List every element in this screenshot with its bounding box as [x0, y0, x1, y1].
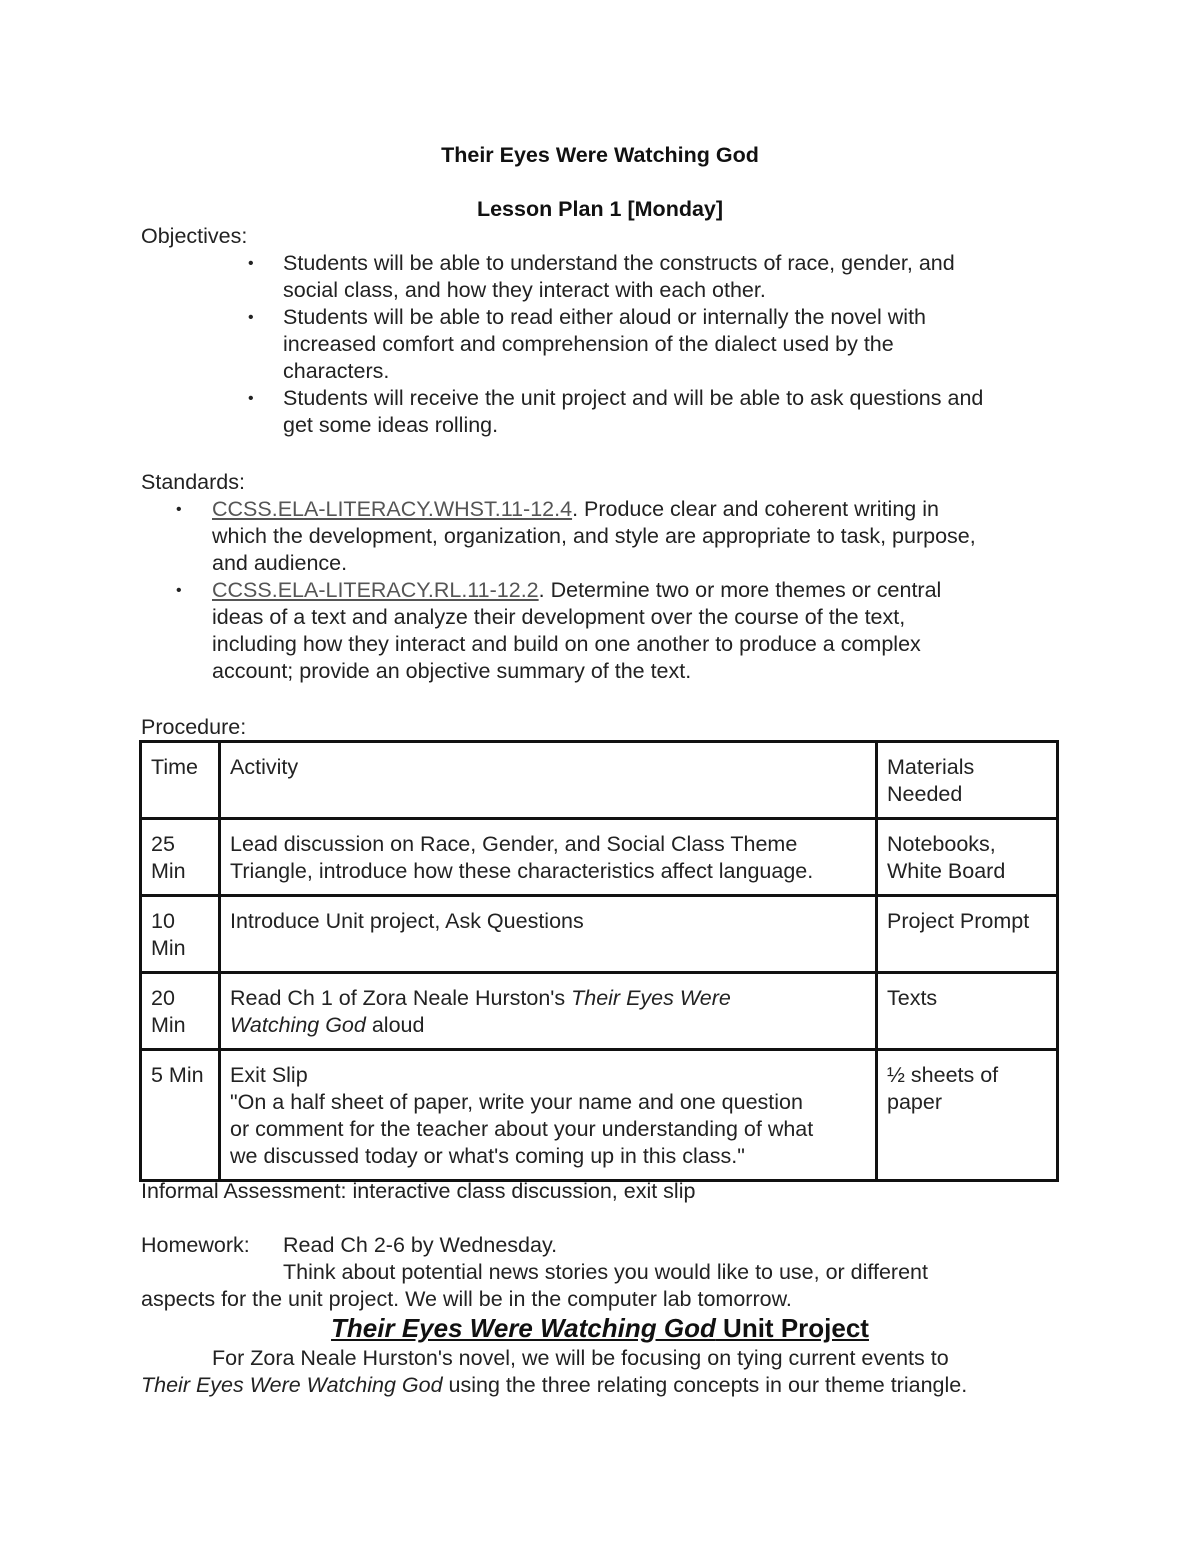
- bullet-icon: •: [176, 582, 182, 599]
- cell-materials: Notebooks, White Board: [877, 819, 1058, 896]
- list-item: • CCSS.ELA-LITERACY.WHST.11-12.4. Produce clear and coherent writing in which the development, organization, and style are appropriate to task, purpose, and audience.: [176, 497, 976, 575]
- document-title: Their Eyes Were Watching God: [441, 143, 759, 167]
- standard-link-rl[interactable]: CCSS.ELA-LITERACY.RL.11-12.2: [212, 578, 539, 602]
- cell-materials: ½ sheets of paper: [877, 1050, 1058, 1181]
- header-time: Time: [141, 742, 220, 819]
- header-activity: Activity: [220, 742, 877, 819]
- list-item: • CCSS.ELA-LITERACY.RL.11-12.2. Determine two or more themes or central ideas of a text and analyze their development over the course of the text, including how they interact and build on one another to produce a complex account; provide an objective summary of the text.: [176, 578, 942, 683]
- cell-time: 20 Min: [141, 973, 220, 1050]
- bullet-icon: •: [248, 255, 254, 272]
- cell-materials: Texts: [877, 973, 1058, 1050]
- cell-activity: Introduce Unit project, Ask Questions: [220, 896, 877, 973]
- procedure-table: [139, 740, 1059, 1182]
- list-item: • Students will be able to read either aloud or internally the novel with increased comfort and comprehension of the dialect used by the characters.: [248, 305, 926, 383]
- list-item: • Students will receive the unit project and will be able to ask questions and get some ideas rolling.: [248, 386, 984, 437]
- lesson-subtitle: Lesson Plan 1 [Monday]: [476, 197, 724, 221]
- homework-section: Homework: Read Ch 2-6 by Wednesday. Think about potential news stories you would like to use, or different aspects for the unit project. We will be in the computer lab tomorrow.: [141, 1233, 928, 1311]
- cell-activity: Lead discussion on Race, Gender, and Social Class Theme Triangle, introduce how these characteristics affect language.: [220, 819, 877, 896]
- project-description: For Zora Neale Hurston's novel, we will be focusing on tying current events to Their Eyes Were Watching God using the three relating concepts in our theme triangle.: [141, 1346, 968, 1397]
- standards-list: [141, 496, 1059, 685]
- table-row: [141, 1050, 1058, 1181]
- bullet-icon: •: [248, 390, 254, 407]
- bullet-icon: •: [248, 309, 254, 326]
- objectives-list: [141, 250, 1059, 439]
- cell-time: 25 Min: [141, 819, 220, 896]
- cell-time: 5 Min: [141, 1050, 220, 1181]
- cell-activity: Exit Slip "On a half sheet of paper, write your name and one question or comment for the teacher about your understanding of what we discussed today or what's coming up in this class.": [220, 1050, 877, 1181]
- list-item: • Students will be able to understand the constructs of race, gender, and social class, and how they interact with each other.: [248, 251, 955, 302]
- bullet-icon: •: [176, 501, 182, 518]
- table-row: [141, 896, 1058, 973]
- cell-materials: Project Prompt: [877, 896, 1058, 973]
- header-materials: Materials Needed: [877, 742, 1058, 819]
- cell-activity: Read Ch 1 of Zora Neale Hurston's Their Eyes Were Watching God aloud: [220, 973, 877, 1050]
- informal-assessment: Informal Assessment: interactive class discussion, exit slip: [141, 1179, 696, 1203]
- table-row: [141, 819, 1058, 896]
- table-header-row: [141, 742, 1058, 819]
- standard-link-whst[interactable]: CCSS.ELA-LITERACY.WHST.11-12.4: [212, 497, 573, 521]
- homework-label: Homework:: [141, 1233, 250, 1257]
- objectives-label: Objectives:: [141, 224, 248, 248]
- standards-label: Standards:: [141, 470, 245, 494]
- table-row: [141, 973, 1058, 1050]
- cell-time: 10 Min: [141, 896, 220, 973]
- procedure-label: Procedure:: [141, 715, 247, 739]
- project-title: Their Eyes Were Watching God Unit Project: [331, 1313, 869, 1343]
